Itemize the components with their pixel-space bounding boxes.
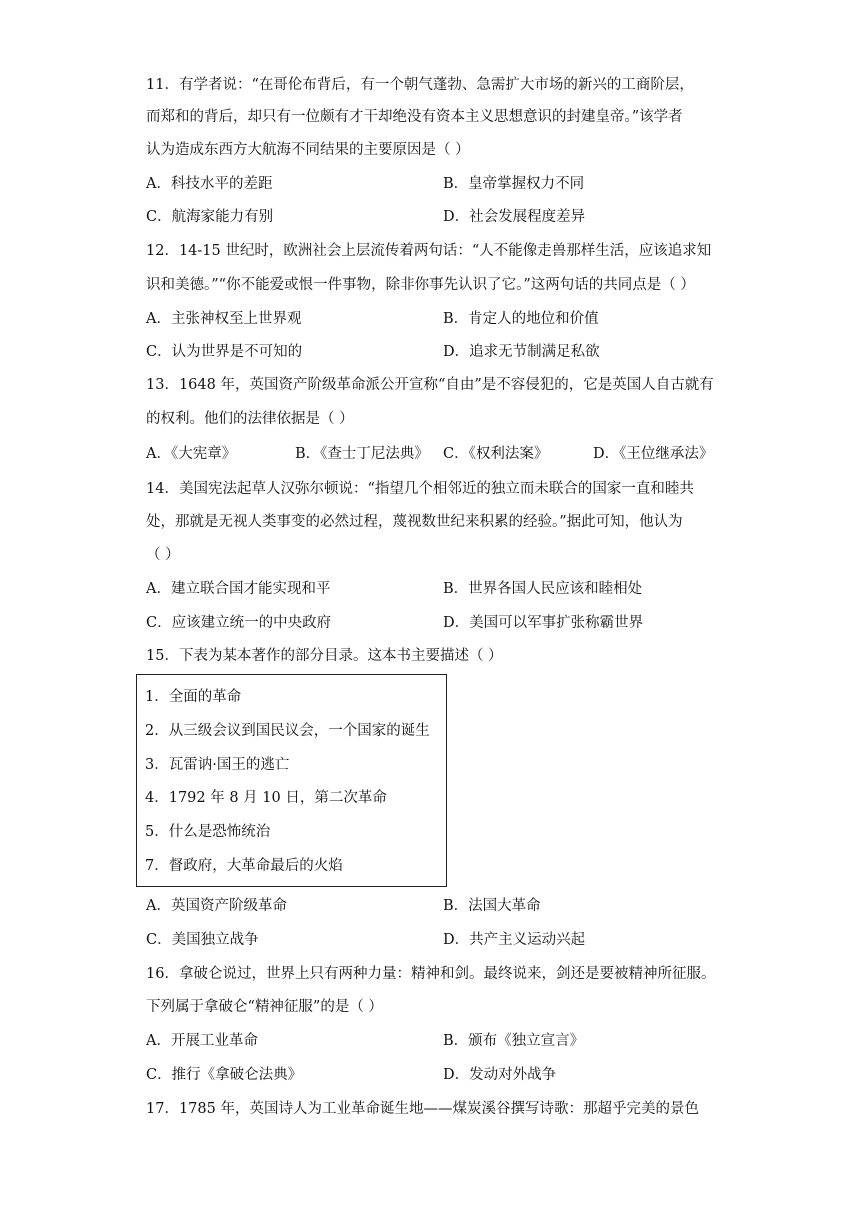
q11-option-d[interactable]: D．社会发展程度差异 <box>443 209 586 225</box>
q16-option-c[interactable]: C．推行《拿破仑法典》 <box>146 1067 303 1083</box>
toc-item: 1．全面的革命 <box>145 689 242 705</box>
toc-item: 3．瓦雷讷·国王的逃亡 <box>145 757 290 773</box>
q12-option-a[interactable]: A．主张神权至上世界观 <box>146 311 302 327</box>
toc-item: 5．什么是恐怖统治 <box>145 824 271 840</box>
q15-option-d[interactable]: D．共产主义运动兴起 <box>443 932 586 948</box>
q11-stem-line2: 而郑和的背后，却只有一位颇有才干却绝没有资本主义思想意识的封建皇帝。”该学者 <box>146 109 683 125</box>
q13-option-d[interactable]: D．《王位继承法》 <box>593 446 714 462</box>
q14-option-a[interactable]: A．建立联合国才能实现和平 <box>146 581 331 597</box>
q11-option-c[interactable]: C．航海家能力有别 <box>146 209 274 225</box>
q12-option-b[interactable]: B．肯定人的地位和价值 <box>443 311 599 327</box>
q14-stem-line3: （ ） <box>146 547 180 563</box>
toc-item: 4．1792 年 8 月 10 日，第二次革命 <box>145 790 387 806</box>
toc-item: 7．督政府，大革命最后的火焰 <box>145 858 343 874</box>
q14-option-c[interactable]: C．应该建立统一的中央政府 <box>146 615 332 631</box>
q13-stem-line1: 13．1648 年，英国资产阶级革命派公开宣称“自由”是不容侵犯的，它是英国人自古就有 <box>146 377 714 393</box>
q13-option-b[interactable]: B．《查士丁尼法典》 <box>295 446 429 462</box>
q15-stem-line1: 15．下表为某本著作的部分目录。这本书主要描述（ ） <box>146 648 503 664</box>
q12-stem-line1: 12．14-15 世纪时，欧洲社会上层流传着两句话：“人不能像走兽那样生活，应该追求知 <box>146 243 712 259</box>
q15-option-b[interactable]: B．法国大革命 <box>443 898 541 914</box>
q15-option-c[interactable]: C．美国独立战争 <box>146 932 259 948</box>
toc-item: 2．从三级会议到国民议会，一个国家的诞生 <box>145 723 430 739</box>
q13-stem-line2: 的权利。他们的法律依据是（ ） <box>146 411 354 427</box>
q14-option-d[interactable]: D．美国可以军事扩张称霸世界 <box>443 615 644 631</box>
q12-option-c[interactable]: C．认为世界是不可知的 <box>146 344 303 360</box>
q16-stem-line2: 下列属于拿破仑“精神征服”的是（ ） <box>146 999 383 1015</box>
q14-stem-line2: 处，那就是无视人类事变的必然过程，蔑视数世纪来积累的经验。”据此可知，他认为 <box>146 514 683 530</box>
q11-stem-line1: 11．有学者说：“在哥伦布背后，有一个朝气蓬勃、急需扩大市场的新兴的工商阶层， <box>146 77 694 93</box>
q15-option-a[interactable]: A．英国资产阶级革命 <box>146 898 287 914</box>
q16-stem-line1: 16．拿破仑说过，世界上只有两种力量：精神和剑。最终说来，剑还是要被精神所征服。 <box>146 966 716 982</box>
q11-option-b[interactable]: B．皇帝掌握权力不同 <box>443 176 585 192</box>
q16-option-d[interactable]: D．发动对外战争 <box>443 1067 557 1083</box>
table-of-contents-box <box>136 674 447 887</box>
q13-option-c[interactable]: C．《权利法案》 <box>443 446 549 462</box>
q12-option-d[interactable]: D．追求无节制满足私欲 <box>443 344 600 360</box>
q14-option-b[interactable]: B．世界各国人民应该和睦相处 <box>443 581 643 597</box>
q16-option-b[interactable]: B．颁布《独立宣言》 <box>443 1033 585 1049</box>
q13-option-a[interactable]: A．《大宪章》 <box>146 446 237 462</box>
q11-stem-line3: 认为造成东西方大航海不同结果的主要原因是（ ） <box>146 142 470 158</box>
q14-stem-line1: 14．美国宪法起草人汉弥尔顿说：“指望几个相邻近的独立而未联合的国家一直和睦共 <box>146 481 694 497</box>
q17-stem-line1: 17．1785 年，英国诗人为工业革命诞生地——煤炭溪谷撰写诗歌：那超乎完美的景色 <box>146 1101 699 1117</box>
q16-option-a[interactable]: A．开展工业革命 <box>146 1033 258 1049</box>
q12-stem-line2: 识和美德。”“你不能爱或恨一件事物，除非你事先认识了它。”这两句话的共同点是（ ） <box>146 277 695 293</box>
q11-option-a[interactable]: A．科技水平的差距 <box>146 176 273 192</box>
